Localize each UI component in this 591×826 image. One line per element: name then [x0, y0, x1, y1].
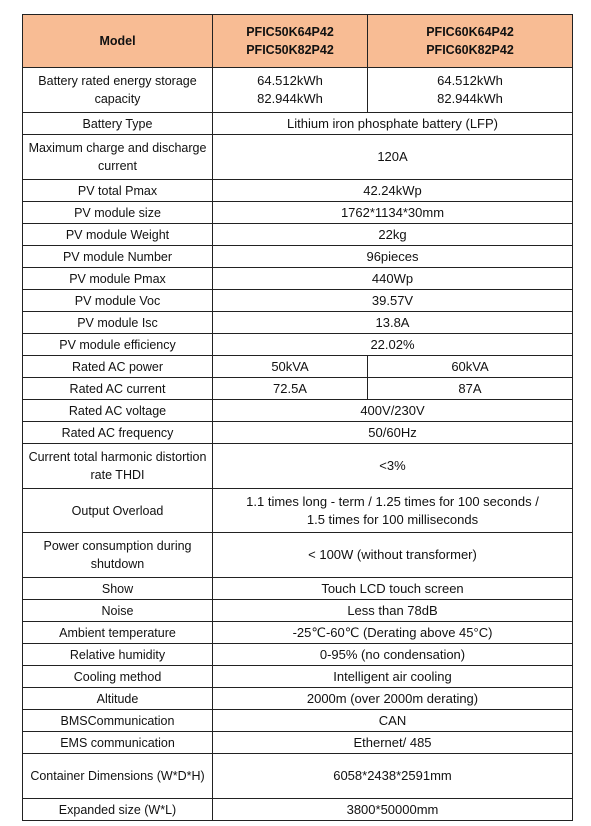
header-row [23, 15, 573, 68]
header-model-2-line2: PFIC60K82P42 [426, 43, 514, 57]
ac-power-label: Rated AC power [23, 356, 213, 378]
pv-pmax-label: PV module Pmax [23, 268, 213, 290]
row-battery-capacity [23, 68, 573, 113]
row-shutdown-power [23, 533, 573, 578]
ac-voltage-value: 400V/230V [213, 400, 573, 422]
row-max-current [23, 135, 573, 180]
ac-current-model-1: 72.5A [213, 378, 368, 400]
bms-communication-value: CAN [213, 710, 573, 732]
row-ac-frequency [23, 422, 573, 444]
relative-humidity-label: Relative humidity [23, 644, 213, 666]
row-pv-pmax [23, 268, 573, 290]
row-show [23, 578, 573, 600]
row-ems-communication [23, 732, 573, 754]
relative-humidity-value: 0-95% (no condensation) [213, 644, 573, 666]
altitude-label: Altitude [23, 688, 213, 710]
output-overload-value [213, 489, 573, 533]
max-current-value: 120A [213, 135, 573, 180]
row-pv-voc [23, 290, 573, 312]
altitude-value: 2000m (over 2000m derating) [213, 688, 573, 710]
ems-communication-value: Ethernet/ 485 [213, 732, 573, 754]
spec-table [22, 14, 573, 821]
expanded-size-value: 3800*50000mm [213, 799, 573, 821]
shutdown-power-label: Power consumption during shutdown [23, 533, 213, 578]
container-dimensions-label: Container Dimensions (W*D*H) [23, 754, 213, 799]
pv-total-label: PV total Pmax [23, 180, 213, 202]
row-battery-type [23, 113, 573, 135]
pv-total-value: 42.24kWp [213, 180, 573, 202]
thdi-label: Current total harmonic distortion rate THDI [23, 444, 213, 489]
battery-capacity-model-1-line1: 64.512kWh [257, 73, 323, 88]
ac-current-model-2: 87A [368, 378, 573, 400]
output-overload-line1: 1.1 times long - term / 1.25 times for 100 seconds / [246, 493, 539, 509]
header-model-1-line2: PFIC50K82P42 [246, 43, 334, 57]
pv-number-label: PV module Number [23, 246, 213, 268]
max-current-label: Maximum charge and discharge current [23, 135, 213, 180]
pv-voc-value: 39.57V [213, 290, 573, 312]
row-ac-voltage [23, 400, 573, 422]
thdi-value: <3% [213, 444, 573, 489]
header-model-2-line1: PFIC60K64P42 [426, 25, 514, 39]
ambient-temperature-label: Ambient temperature [23, 622, 213, 644]
row-pv-efficiency [23, 334, 573, 356]
battery-capacity-model-2 [368, 68, 573, 113]
pv-isc-label: PV module Isc [23, 312, 213, 334]
cooling-method-label: Cooling method [23, 666, 213, 688]
row-container-dimensions [23, 754, 573, 799]
row-thdi [23, 444, 573, 489]
row-pv-number [23, 246, 573, 268]
row-altitude [23, 688, 573, 710]
ac-power-model-1: 50kVA [213, 356, 368, 378]
noise-value: Less than 78dB [213, 600, 573, 622]
pv-pmax-value: 440Wp [213, 268, 573, 290]
header-model-1-line1: PFIC50K64P42 [246, 25, 334, 39]
battery-capacity-model-1-line2: 82.944kWh [257, 91, 323, 106]
output-overload-label: Output Overload [23, 489, 213, 533]
header-model-label: Model [23, 15, 213, 68]
row-ac-power [23, 356, 573, 378]
ac-voltage-label: Rated AC voltage [23, 400, 213, 422]
battery-capacity-model-1 [213, 68, 368, 113]
pv-efficiency-value: 22.02% [213, 334, 573, 356]
show-label: Show [23, 578, 213, 600]
battery-type-label: Battery Type [23, 113, 213, 135]
battery-capacity-model-2-line2: 82.944kWh [437, 91, 503, 106]
row-bms-communication [23, 710, 573, 732]
row-ac-current [23, 378, 573, 400]
row-relative-humidity [23, 644, 573, 666]
output-overload-line2: 1.5 times for 100 milliseconds [306, 511, 479, 527]
pv-number-value: 96pieces [213, 246, 573, 268]
show-value: Touch LCD touch screen [213, 578, 573, 600]
ac-frequency-value: 50/60Hz [213, 422, 573, 444]
header-model-1 [213, 15, 368, 68]
pv-weight-value: 22kg [213, 224, 573, 246]
row-pv-isc [23, 312, 573, 334]
pv-size-value: 1762*1134*30mm [213, 202, 573, 224]
ac-power-model-2: 60kVA [368, 356, 573, 378]
row-output-overload [23, 489, 573, 533]
container-dimensions-value: 6058*2438*2591mm [213, 754, 573, 799]
pv-efficiency-label: PV module efficiency [23, 334, 213, 356]
row-pv-weight [23, 224, 573, 246]
ambient-temperature-value: -25℃-60℃ (Derating above 45°C) [213, 622, 573, 644]
row-expanded-size [23, 799, 573, 821]
cooling-method-value: Intelligent air cooling [213, 666, 573, 688]
noise-label: Noise [23, 600, 213, 622]
row-ambient-temperature [23, 622, 573, 644]
pv-size-label: PV module size [23, 202, 213, 224]
battery-type-value: Lithium iron phosphate battery (LFP) [213, 113, 573, 135]
battery-capacity-label: Battery rated energy storage capacity [23, 68, 213, 113]
pv-isc-value: 13.8A [213, 312, 573, 334]
ac-frequency-label: Rated AC frequency [23, 422, 213, 444]
ac-current-label: Rated AC current [23, 378, 213, 400]
bms-communication-label: BMSCommunication [23, 710, 213, 732]
row-noise [23, 600, 573, 622]
pv-voc-label: PV module Voc [23, 290, 213, 312]
row-cooling-method [23, 666, 573, 688]
battery-capacity-model-2-line1: 64.512kWh [437, 73, 503, 88]
row-pv-total [23, 180, 573, 202]
shutdown-power-value: < 100W (without transformer) [213, 533, 573, 578]
row-pv-size [23, 202, 573, 224]
expanded-size-label: Expanded size (W*L) [23, 799, 213, 821]
pv-weight-label: PV module Weight [23, 224, 213, 246]
header-model-2 [368, 15, 573, 68]
ems-communication-label: EMS communication [23, 732, 213, 754]
